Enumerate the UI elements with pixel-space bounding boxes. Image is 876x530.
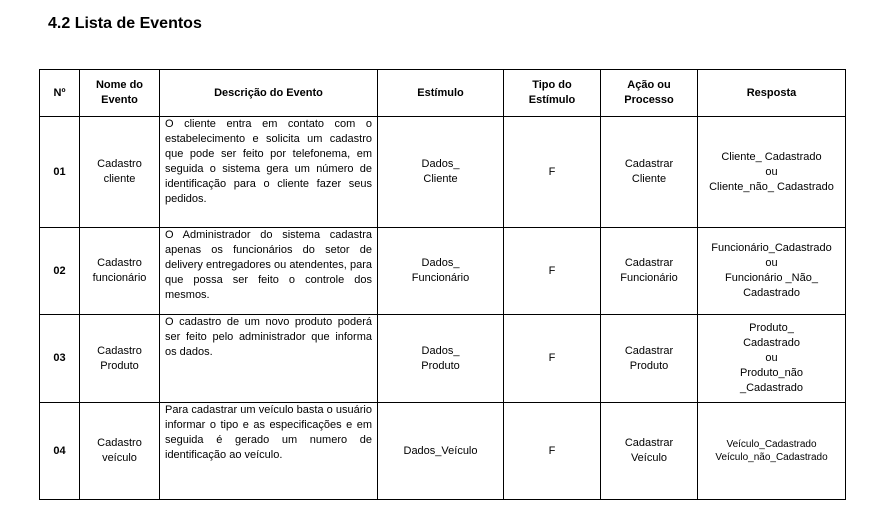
table-row (40, 228, 846, 315)
cell-description: O cliente entra em contato com o estabelecimento e solicita um cadastro que pode ser feito por telefonema, em seguida o sistema gera um número de identificação para o cliente fazer seus pedidos. (160, 117, 378, 228)
response-text: Veículo_Cadastrado Veículo_não_Cadastrado (715, 439, 828, 463)
cell-stimulus (378, 315, 504, 403)
header-event-name: Nome do Evento (80, 70, 160, 117)
response-text: Cliente_ Cadastrado ou Cliente_não_ Cadastrado (709, 150, 834, 193)
cell-stimulus-type: F (504, 228, 601, 315)
cell-action (601, 117, 698, 228)
event-name-text: Cadastro funcionário (92, 257, 147, 284)
event-name-text: Cadastro Produto (97, 344, 142, 372)
cell-description: O cadastro de um novo produto poderá ser feito pelo administrador que informa os dados. (160, 315, 378, 403)
cell-stimulus-type: F (504, 403, 601, 500)
cell-stimulus-type: F (504, 117, 601, 228)
cell-event-name (80, 228, 160, 315)
cell-stimulus (378, 403, 504, 500)
cell-description: O Administrador do sistema cadastra apenas os funcionários do setor de delivery entregadores ou atendentes, para que possa ser feito o controle dos mesmos. (160, 228, 378, 315)
table-header-row (40, 70, 846, 117)
cell-event-name (80, 117, 160, 228)
cell-response (698, 228, 846, 315)
cell-num: 04 (40, 403, 80, 500)
cell-response (698, 315, 846, 403)
cell-stimulus-type: F (504, 315, 601, 403)
cell-action (601, 228, 698, 315)
table-row (40, 117, 846, 228)
cell-event-name (80, 315, 160, 403)
cell-description: Para cadastrar um veículo basta o usuário informar o tipo e as especificações e em seguida é gerado um numero de identificação ao veículo. (160, 403, 378, 500)
header-stimulus-type: Tipo do Estímulo (504, 70, 601, 117)
cell-response (698, 117, 846, 228)
action-text: Cadastrar Produto (624, 344, 674, 372)
stimulus-text: Dados_ Cliente (421, 158, 460, 185)
header-action: Ação ou Processo (601, 70, 698, 117)
header-stimulus: Estímulo (378, 70, 504, 117)
response-text: Funcionário_Cadastrado ou Funcionário _Não_ Cadastrado (711, 242, 832, 299)
action-text: Cadastrar Funcionário (620, 257, 678, 284)
section-title: 4.2 Lista de Eventos (48, 15, 202, 32)
table-row (40, 403, 846, 500)
table-row (40, 315, 846, 403)
cell-action (601, 315, 698, 403)
cell-num: 02 (40, 228, 80, 315)
cell-num: 01 (40, 117, 80, 228)
stimulus-text: Dados_ Funcionário (411, 257, 470, 284)
event-name-text: Cadastro veículo (97, 437, 142, 464)
event-name-text: Cadastro cliente (97, 158, 142, 185)
cell-event-name (80, 403, 160, 500)
stimulus-text: Dados_Veículo (403, 444, 478, 457)
cell-action (601, 403, 698, 500)
stimulus-text: Dados_ Produto (421, 344, 460, 372)
header-description: Descrição do Evento (160, 70, 378, 117)
header-num: Nº (40, 70, 80, 117)
cell-stimulus (378, 117, 504, 228)
action-text: Cadastrar Veículo (624, 437, 674, 464)
cell-num: 03 (40, 315, 80, 403)
events-table (39, 69, 846, 500)
response-text: Produto_ Cadastrado ou Produto_não _Cadastrado (740, 322, 803, 394)
cell-response (698, 403, 846, 500)
action-text: Cadastrar Cliente (624, 158, 674, 185)
cell-stimulus (378, 228, 504, 315)
header-response: Resposta (698, 70, 846, 117)
